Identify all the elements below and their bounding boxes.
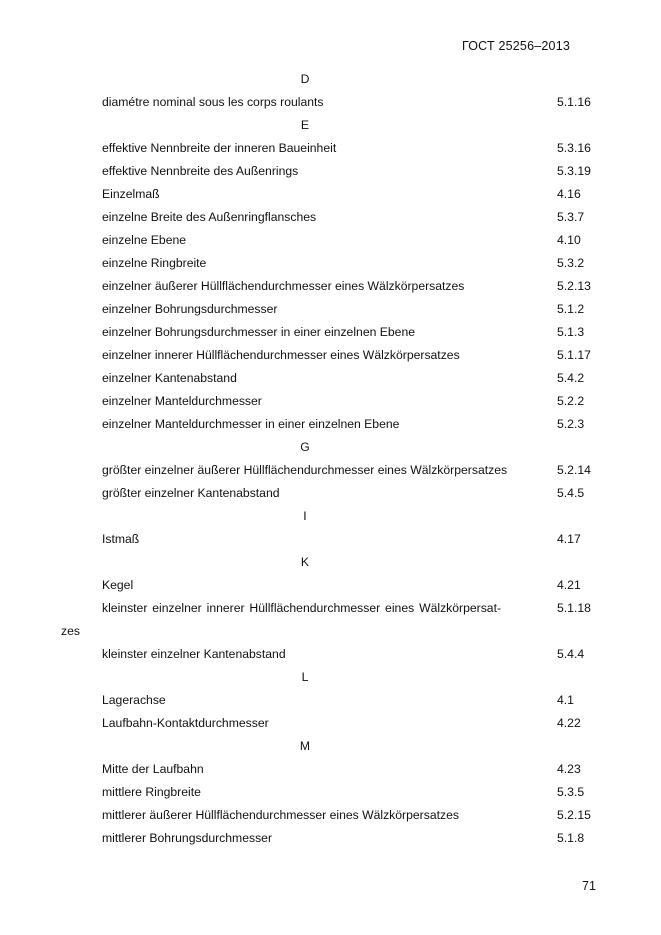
index-reference: 5.1.16 [557, 95, 591, 109]
section-letter-row [0, 506, 661, 529]
index-term: diamétre nominal sous les corps roulants [102, 95, 324, 109]
index-term: kleinster einzelner innerer Hüllflächendurchmesser eines Wälzkörpersat- [102, 601, 502, 615]
index-reference: 5.3.19 [557, 164, 591, 178]
index-term: Mitte der Laufbahn [102, 762, 204, 776]
index-reference: 5.2.14 [557, 463, 591, 477]
index-term: mittlerer äußerer Hüllflächendurchmesser eines Wälzkörpersatzes [102, 808, 459, 822]
index-term: Kegel [102, 578, 134, 592]
section-letter-row [0, 115, 661, 138]
section-letter: K [300, 555, 310, 569]
term-index [0, 69, 661, 851]
index-term: kleinster einzelner Kantenabstand [102, 647, 286, 661]
index-reference: 4.23 [557, 762, 581, 776]
index-reference: 4.16 [557, 187, 581, 201]
index-term: einzelner Kantenabstand [102, 371, 237, 385]
index-reference: 4.22 [557, 716, 581, 730]
section-letter: G [300, 440, 310, 454]
index-term: effektive Nennbreite des Außenrings [102, 164, 299, 178]
index-entry [0, 805, 661, 828]
index-entry [0, 598, 661, 644]
index-term: Laufbahn-Kontaktdurchmesser [102, 716, 269, 730]
index-reference: 5.3.16 [557, 141, 591, 155]
index-term: mittlerer Bohrungsdurchmesser [102, 831, 273, 845]
section-letter: D [300, 72, 310, 86]
index-entry [0, 690, 661, 713]
section-letter: L [301, 670, 309, 684]
index-entry [0, 782, 661, 805]
index-entry [0, 207, 661, 230]
index-term-continuation: zes [61, 624, 80, 638]
index-entry [0, 230, 661, 253]
index-entry [0, 322, 661, 345]
index-entry [0, 759, 661, 782]
index-reference: 4.17 [557, 532, 581, 546]
index-reference: 5.4.4 [557, 647, 585, 661]
index-term: einzelner Bohrungsdurchmesser in einer einzelnen Ebene [102, 325, 416, 339]
index-reference: 5.3.7 [557, 210, 585, 224]
index-term: einzelne Ringbreite [102, 256, 207, 270]
index-entry [0, 253, 661, 276]
index-term: Lagerachse [102, 693, 166, 707]
index-entry [0, 575, 661, 598]
index-entry [0, 828, 661, 851]
index-entry [0, 483, 661, 506]
index-reference: 5.2.15 [557, 808, 591, 822]
section-letter: E [300, 118, 310, 132]
index-term: Einzelmaß [102, 187, 160, 201]
index-entry [0, 276, 661, 299]
index-entry [0, 92, 661, 115]
index-term: einzelne Ebene [102, 233, 187, 247]
index-term: einzelner Manteldurchmesser [102, 394, 262, 408]
page-number: 71 [582, 879, 596, 893]
index-entry [0, 299, 661, 322]
index-entry [0, 414, 661, 437]
index-reference: 5.1.2 [557, 302, 585, 316]
section-letter-row [0, 736, 661, 759]
index-entry [0, 368, 661, 391]
index-term: mittlere Ringbreite [102, 785, 201, 799]
index-reference: 5.1.3 [557, 325, 585, 339]
index-reference: 5.1.8 [557, 831, 585, 845]
section-letter-row [0, 552, 661, 575]
index-entry [0, 460, 661, 483]
document-header: ГОСТ 25256–2013 [461, 39, 570, 53]
index-term: größter einzelner äußerer Hüllflächendurchmesser eines Wälzkörpersatzes [102, 463, 508, 477]
index-term: einzelne Breite des Außenringflansches [102, 210, 317, 224]
index-reference: 5.3.2 [557, 256, 585, 270]
index-term: Istmaß [102, 532, 140, 546]
index-entry [0, 391, 661, 414]
index-term: einzelner Manteldurchmesser in einer einzelnen Ebene [102, 417, 400, 431]
index-reference: 5.4.2 [557, 371, 585, 385]
index-term: einzelner Bohrungsdurchmesser [102, 302, 278, 316]
index-entry [0, 184, 661, 207]
index-term: einzelner innerer Hüllflächendurchmesser eines Wälzkörpersatzes [102, 348, 460, 362]
index-reference: 4.1 [557, 693, 574, 707]
section-letter-row [0, 667, 661, 690]
index-entry [0, 138, 661, 161]
section-letter: I [303, 509, 307, 523]
index-reference: 5.4.5 [557, 486, 585, 500]
index-reference: 5.2.2 [557, 394, 585, 408]
index-reference: 5.3.5 [557, 785, 585, 799]
index-term: einzelner äußerer Hüllflächendurchmesser eines Wälzkörpersatzes [102, 279, 465, 293]
index-term: effektive Nennbreite der inneren Baueinheit [102, 141, 337, 155]
section-letter-row [0, 437, 661, 460]
index-entry [0, 161, 661, 184]
index-entry [0, 713, 661, 736]
index-reference: 5.2.13 [557, 279, 591, 293]
index-entry [0, 529, 661, 552]
index-term: größter einzelner Kantenabstand [102, 486, 280, 500]
section-letter-row [0, 69, 661, 92]
section-letter: M [299, 739, 311, 753]
index-reference: 5.1.18 [557, 601, 591, 615]
index-reference: 4.21 [557, 578, 581, 592]
index-reference: 4.10 [557, 233, 581, 247]
index-reference: 5.1.17 [557, 348, 591, 362]
index-entry [0, 345, 661, 368]
index-entry [0, 644, 661, 667]
index-reference: 5.2.3 [557, 417, 585, 431]
